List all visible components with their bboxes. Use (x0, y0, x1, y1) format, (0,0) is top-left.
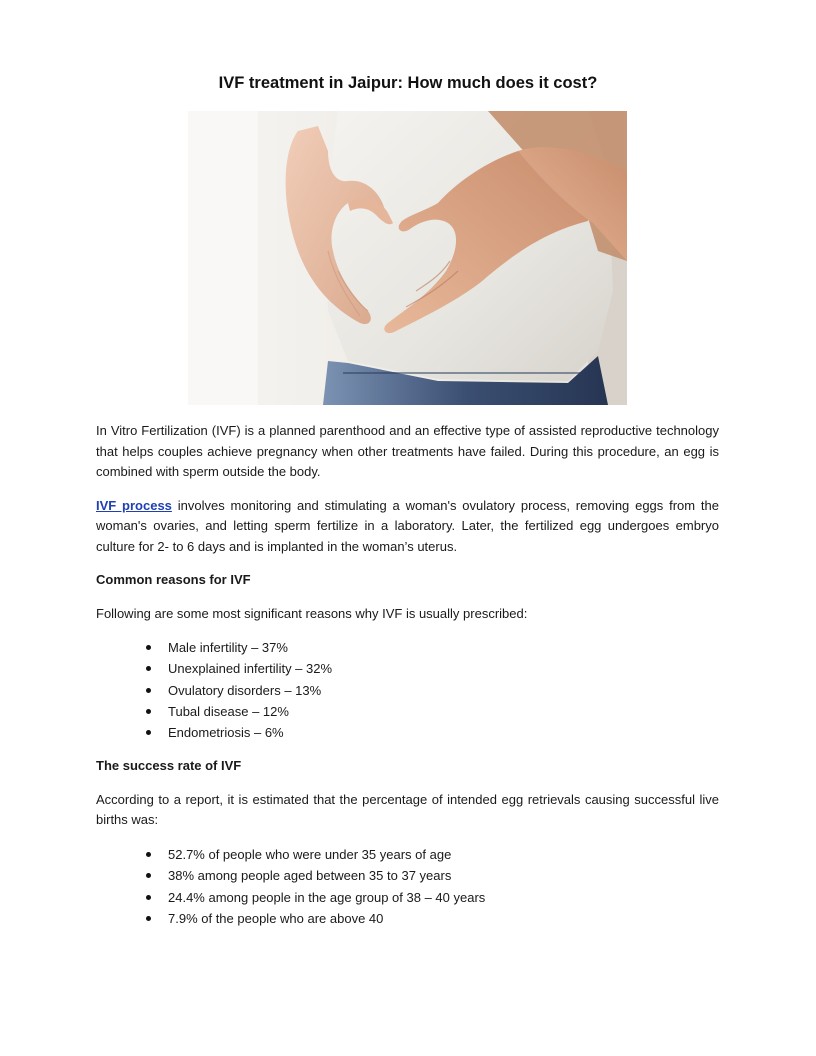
reasons-lead: Following are some most significant reasons why IVF is usually prescribed: (96, 605, 528, 621)
bullet-icon (146, 852, 151, 857)
reasons-list (96, 637, 719, 743)
article-body (96, 421, 719, 942)
process-paragraph-text: involves monitoring and stimulating a woman's ovulatory process, removing eggs from the woman's ovaries, and letting sperm fertilize in a laboratory. Later, the fertilized egg undergoes embryo culture for 2- to 6 days and is implanted in the woman’s uterus. (96, 497, 720, 554)
list-item-text: 52.7% of people who were under 35 years of age (168, 846, 452, 862)
bullet-icon (146, 709, 151, 714)
bullet-icon (146, 645, 151, 650)
list-item-text: Endometriosis – 6% (168, 725, 284, 741)
list-item-text: Male infertility – 37% (168, 640, 288, 655)
list-item (96, 680, 719, 701)
bullet-icon (146, 873, 151, 878)
list-item-text: 38% among people aged between 35 to 37 years (168, 868, 452, 884)
intro-paragraph: In Vitro Fertilization (IVF) is a planned parenthood and an effective type of assisted reproductive technology that helps couples achieve pregnancy when other treatments have failed. During this procedure, an egg is combined with sperm outside the body. (96, 423, 719, 479)
bullet-icon (146, 688, 151, 693)
list-item (96, 658, 719, 679)
list-item (96, 701, 719, 722)
bullet-icon (146, 730, 151, 735)
ivf-process-link[interactable]: IVF process (96, 497, 172, 513)
bullet-icon (146, 895, 151, 900)
process-paragraph (96, 496, 719, 558)
reasons-heading: Common reasons for IVF (96, 572, 251, 587)
page-title: IVF treatment in Jaipur: How much does it cost? (218, 74, 598, 92)
list-item (96, 908, 719, 929)
list-item-text: Unexplained infertility – 32% (168, 661, 333, 677)
pregnant-belly-heart-hands-photo (188, 111, 627, 405)
success-list (96, 844, 719, 929)
bullet-icon (146, 666, 151, 671)
list-item (96, 887, 719, 908)
list-item-text: Ovulatory disorders – 13% (168, 682, 322, 698)
list-item (96, 844, 719, 865)
list-item (96, 865, 719, 886)
list-item (96, 637, 719, 658)
list-item-text: 24.4% among people in the age group of 38 – 40 years (168, 889, 486, 905)
list-item (96, 722, 719, 743)
success-lead: According to a report, it is estimated that the percentage of intended egg retrievals causing successful live births was: (96, 791, 719, 828)
bullet-icon (146, 916, 151, 921)
hero-image (188, 111, 627, 405)
list-item-text: 7.9% of the people who are above 40 (168, 910, 384, 926)
success-heading: The success rate of IVF (96, 758, 242, 774)
list-item-text: Tubal disease – 12% (168, 703, 289, 719)
